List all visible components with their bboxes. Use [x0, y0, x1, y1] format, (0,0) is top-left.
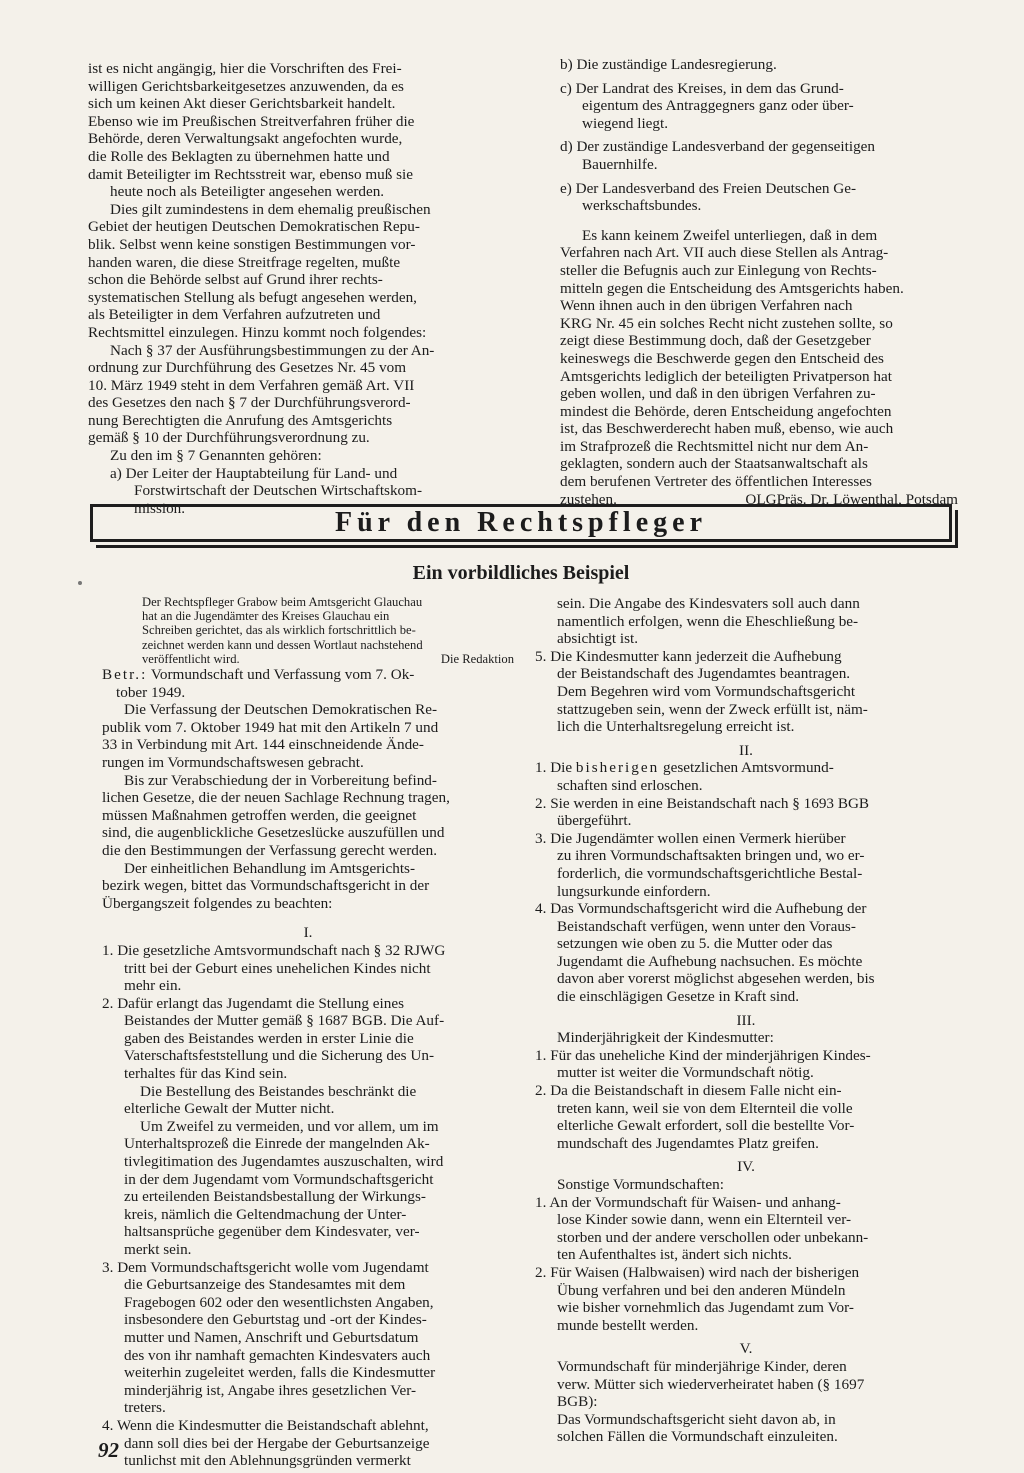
intro-line: hat an die Jugendämter des Kreises Glauchau ein	[142, 609, 390, 624]
list-item-cont: forderlich, die vormundschaftsgerichtliche Bestal-	[557, 864, 863, 882]
list-item-cont: tivlegitimation des Jugendamtes auszuschalten, wird	[124, 1153, 444, 1171]
text-line: gemäß § 10 der Durchführungsverordnung zu.	[88, 429, 370, 447]
text-line: Zu den im § 7 Genannten gehören:	[110, 447, 322, 465]
list-item-cont: gaben des Beistandes werden in erster Linie die	[124, 1029, 414, 1047]
list-item-cont: Beistandschaft verfügen, wenn unter den Voraus-	[557, 917, 856, 935]
text-line: solchen Fällen die Vormundschaft einzuleiten.	[557, 1428, 838, 1446]
list-item-d: d) Der zuständige Landesverband der gegenseitigen	[560, 138, 876, 156]
list-item-cont: Jugendamt die Aufhebung nachsuchen. Es möchte	[557, 952, 863, 970]
text-line: dem berufenen Vertreter des öffentlichen Interesses	[560, 473, 872, 491]
list-item-cont: elterliche Gewalt der Mutter nicht.	[124, 1100, 335, 1118]
intro-line: zeichnet werden kann und dessen Wortlaut nachstehend	[142, 637, 423, 652]
list-item-cont: Übung verfahren und bei den anderen Mündeln	[557, 1281, 846, 1299]
list-item-a-cont: Forstwirtschaft der Deutschen Wirtschaftskom-	[134, 482, 423, 500]
text-line: schon die Behörde selbst auf Grund ihrer rechts-	[88, 271, 383, 289]
text-line: Das Vormundschaftsgericht sieht davon ab, in	[557, 1410, 836, 1428]
subsection-title: verw. Mütter sich wiederverheiratet haben (§ 1697	[557, 1375, 865, 1393]
text-line: handen waren, die diese Streitfrage regelten, mußte	[88, 253, 401, 271]
list-item-prefix: 1. Die	[535, 759, 573, 777]
article-title: Ein vorbildliches Beispiel	[412, 562, 630, 584]
text-line: geben wollen, und daß in den übrigen Verfahren zu-	[560, 385, 876, 403]
margin-dot	[78, 581, 82, 585]
list-item-cont: die einschlägigen Gesetze in Kraft sind.	[557, 988, 800, 1006]
list-item-cont: Beistandes der Mutter gemäß § 1687 BGB. Die Auf-	[124, 1012, 445, 1030]
list-item-cont: merkt sein.	[124, 1241, 192, 1259]
top-right-column	[560, 56, 958, 508]
section-banner: Für den Rechtspfleger	[90, 504, 952, 542]
text-line: tober 1949.	[116, 683, 186, 701]
list-item-cont: Vaterschaftsfeststellung und die Sicherung des Un-	[124, 1047, 435, 1065]
list-item-a-cont: mission.	[134, 499, 186, 517]
list-item-cont: kreis, nämlich die Geltendmachung der Unter-	[124, 1205, 407, 1223]
text-line: mitteln gegen die Entscheidung des Amtsgerichts haben.	[560, 279, 904, 297]
text-line: ist es nicht angängig, hier die Vorschriften des Frei-	[88, 60, 402, 77]
page-number: 92	[98, 1438, 119, 1462]
list-item-cont: Um Zweifel zu vermeiden, und vor allem, um im	[140, 1117, 439, 1135]
section-heading-1: I.	[303, 924, 313, 942]
top-left-column	[88, 60, 512, 517]
text-line: Rechtsmittel einzulegen. Hinzu kommt noch folgendes:	[88, 323, 427, 341]
list-item-cont: setzungen wie oben zu 5. die Mutter oder das	[557, 935, 833, 953]
subsection-title: BGB):	[557, 1393, 598, 1411]
list-item-cont: munde bestellt werden.	[557, 1316, 699, 1334]
list-item-cont: zu ihren Vormundschaftsakten bringen und, wo er-	[557, 847, 865, 865]
text-line: namentlich erfolgen, wenn die Eheschließung be-	[557, 612, 859, 630]
text-line: die Rolle des Beklagten zu übernehmen hatte und	[88, 147, 390, 165]
list-item-cont: mehr ein.	[124, 977, 182, 995]
text-line: die den Bestimmungen der Verfassung gerecht werden.	[102, 841, 438, 859]
text-line: Behörde, deren Verwaltungsakt angefochten wurde,	[88, 130, 403, 148]
list-item-rest: gesetzlichen Amtsvormund-	[659, 759, 834, 777]
list-item-cont: Dem Begehren wird vom Vormundschaftsgericht	[557, 682, 856, 700]
text-line: systematischen Stellung als befugt angesehen werden,	[88, 288, 417, 306]
text-line: müssen Maßnahmen getroffen werden, die geeignet	[102, 806, 417, 824]
list-item: 1. An der Vormundschaft für Waisen- und anhang-	[535, 1193, 841, 1211]
text-line: Ebenso wie im Preußischen Streitverfahren früher die	[88, 112, 415, 130]
list-item: 3. Dem Vormundschaftsgericht wolle vom Jugendamt	[102, 1258, 429, 1276]
list-item: 3. Die Jugendämter wollen einen Vermerk hierüber	[535, 829, 846, 847]
list-item: 2. Für Waisen (Halbwaisen) wird nach der bisherigen	[535, 1263, 860, 1281]
list-item-a: a) Der Leiter der Hauptabteilung für Land- und	[110, 464, 398, 482]
list-item-cont: dann soll dies bei der Hergabe der Geburtsanzeige	[124, 1434, 430, 1452]
text-line: sind, die augenblickliche Gesetzeslücke auszufüllen und	[102, 824, 445, 842]
list-item-cont: elterliche Gewalt erfordert, soll die bestellte Vor-	[557, 1117, 855, 1135]
list-item-cont: in der dem Jugendamt vom Vormundschaftsgericht	[124, 1170, 434, 1188]
betr-text: Vormundschaft und Verfassung vom 7. Ok-	[147, 666, 415, 684]
list-item: 1. Die gesetzliche Amtsvormundschaft nach § 32 RJWG	[102, 941, 446, 959]
list-item-c-cont: wiegend liegt.	[582, 114, 669, 132]
list-item-c-cont: eigentum des Antraggegners ganz oder über-	[582, 97, 854, 115]
list-item-cont: terhaltes für das Kind sein.	[124, 1065, 288, 1083]
list-item-cont: weiterhin zugeleitet werden, falls die Kindesmutter	[124, 1364, 436, 1382]
text-line: publik vom 7. Oktober 1949 hat mit den Artikeln 7 und	[102, 718, 439, 736]
list-item: 1. Für das uneheliche Kind der minderjährigen Kindes-	[535, 1046, 871, 1064]
text-line: blik. Selbst wenn keine sonstigen Bestimmungen vor-	[88, 235, 416, 253]
list-item-cont: des von ihr namhaft gemachten Kindesvaters auch	[124, 1346, 431, 1364]
text-line: sein. Die Angabe des Kindesvaters soll auch dann	[557, 595, 860, 612]
list-item-cont: tritt bei der Geburt eines unehelichen Kindes nicht	[124, 959, 431, 977]
list-item-cont: lungsurkunde einfordern.	[557, 882, 711, 900]
list-item-cont: wie bisher vornehmlich das Jugendamt zum Vor-	[557, 1299, 854, 1317]
text-line: lichen Gesetze, die der neuen Sachlage Rechnung tragen,	[102, 789, 450, 807]
list-item-cont: insbesondere den Geburtstag und -ort der Kindes-	[124, 1311, 427, 1329]
bottom-left-column	[102, 595, 514, 1470]
text-line: Der einheitlichen Behandlung im Amtsgerichts-	[124, 859, 416, 877]
list-item: 2. Dafür erlangt das Jugendamt die Stellung eines	[102, 994, 404, 1012]
list-item: 2. Sie werden in eine Beistandschaft nach § 1693 BGB	[535, 794, 870, 812]
text-line: 10. März 1949 steht in dem Verfahren gemäß Art. VII	[88, 376, 415, 394]
list-item-cont: Fragebogen 602 oder den wesentlichsten Angaben,	[124, 1293, 434, 1311]
text-line: als Beteiligter in dem Verfahren aufzutreten und	[88, 306, 381, 324]
list-item-cont: mutter und Namen, Anschrift und Geburtsdatum	[124, 1328, 419, 1346]
text-line: Verfahren nach Art. VII auch diese Stellen als Antrag-	[560, 244, 889, 262]
text-line: damit Beteiligter im Rechtsstreit war, ebenso muß sie	[88, 165, 414, 183]
subsection-title: Vormundschaft für minderjährige Kinder, deren	[557, 1357, 847, 1375]
list-item-cont: haltsansprüche gegenüber dem Kindesvater, ver-	[124, 1223, 420, 1241]
list-item-cont: stattzugeben sein, wenn der Zweck erfüllt ist, näm-	[557, 700, 868, 718]
text-line: bezirk wegen, bittet das Vormundschaftsgericht in der	[102, 877, 430, 895]
list-item-c: c) Der Landrat des Kreises, in dem das Grund-	[560, 79, 844, 97]
betr-line	[102, 666, 514, 684]
intro-signature-row	[102, 652, 514, 666]
intro-line: Der Rechtspfleger Grabow beim Amtsgericht Glauchau	[142, 595, 423, 609]
list-item-cont: mundschaft des Jugendamtes Platz greifen.	[557, 1134, 819, 1152]
list-item-cont: tunlichst mit den Ablehnungsgründen vermerkt	[124, 1452, 411, 1470]
list-item-cont: lich die Unterhaltsregelung erreicht ist.	[557, 718, 795, 736]
list-item: 4. Wenn die Kindesmutter die Beistandschaft ablehnt,	[102, 1416, 429, 1434]
list-item-cont: der Beistandschaft des Jugendamtes beantragen.	[557, 665, 851, 683]
list-item-cont: Unterhaltsprozeß die Einrede der mangelnden Ak-	[124, 1135, 430, 1153]
list-item: 5. Die Kindesmutter kann jederzeit die Aufhebung	[535, 647, 842, 665]
text-line: im Strafprozeß die Rechtsmittel nicht nur dem An-	[560, 437, 869, 455]
list-item-b: b) Die zuständige Landesregierung.	[560, 56, 777, 73]
list-item-cont: schaften sind erloschen.	[557, 776, 703, 794]
list-item-cont: treten kann, weil sie von dem Elternteil die volle	[557, 1099, 853, 1117]
text-line: ordnung zur Durchführung des Gesetzes Nr. 45 vom	[88, 359, 407, 377]
list-item	[535, 759, 957, 777]
text-line: Wenn ihnen auch in den übrigen Verfahren nach	[560, 297, 853, 315]
text-line: 33 in Verbindung mit Art. 144 einschneidende Ände-	[102, 736, 424, 754]
text-line: zustehen.	[560, 490, 617, 508]
author-signature: OLGPräs. Dr. Löwenthal, Potsdam	[745, 490, 958, 508]
section-heading-2: II.	[739, 741, 753, 759]
list-item: 4. Das Vormundschaftsgericht wird die Aufhebung der	[535, 900, 867, 918]
list-item-cont: treters.	[124, 1399, 166, 1417]
text-line: willigen Gerichtsbarkeitgesetzes anzuwenden, da es	[88, 77, 404, 95]
list-item-cont: minderjährig ist, Angabe ihres gesetzlichen Ver-	[124, 1381, 417, 1399]
list-item-cont: die Geburtsanzeige des Standesamtes mit dem	[124, 1276, 406, 1294]
intro-signature: Die Redaktion	[440, 651, 514, 666]
subsection-title: Minderjährigkeit der Kindesmutter:	[557, 1029, 774, 1047]
bottom-right-column	[535, 595, 957, 1446]
section-heading-5: V.	[739, 1340, 753, 1358]
text-line: zeigt diese Bestimmung doch, daß der Gesetzgeber	[560, 332, 871, 350]
text-line: Bis zur Verabschiedung der in Vorbereitung befind-	[124, 771, 437, 789]
text-line: sich um keinen Akt dieser Gerichtsbarkeit handelt.	[88, 95, 396, 113]
section-heading-3: III.	[736, 1011, 756, 1029]
text-line: Dies gilt zumindestens in dem ehemalig preußischen	[110, 200, 431, 218]
list-item-e-cont: werkschaftsbundes.	[582, 197, 702, 215]
text-line: Die Verfassung der Deutschen Demokratischen Re-	[124, 701, 438, 719]
text-line: heute noch als Beteiligter angesehen werden.	[110, 183, 385, 201]
list-item: 2. Da die Beistandschaft in diesem Falle nicht ein-	[535, 1082, 842, 1100]
list-item-cont: zu erteilenden Beistandsbestallung der Wirkungs-	[124, 1188, 426, 1206]
text-line: Es kann keinem Zweifel unterliegen, daß in dem	[582, 226, 878, 244]
intro-line: Schreiben gerichtet, das als wirklich fortschrittlich be-	[142, 623, 416, 638]
text-line: keineswegs die Beschwerde gegen den Entscheid des	[560, 349, 884, 367]
list-item-cont: ten Aufenthaltes ist, ändert sich nichts.	[557, 1246, 792, 1264]
list-item-cont: mutter ist weiter die Vormundschaft nötig.	[557, 1064, 814, 1082]
list-item-cont: übergeführt.	[557, 812, 632, 830]
section-heading-4: IV.	[737, 1158, 755, 1176]
text-line: geklagten, sondern auch der Staatsanwaltschaft als	[560, 455, 868, 473]
text-line: steller die Befugnis auch zur Einlegung von Rechts-	[560, 261, 877, 279]
text-line: nung Berechtigten die Anrufung des Amtsgerichts	[88, 411, 393, 429]
text-line: Amtsgerichts lediglich der beteiligten Privatperson hat	[560, 367, 892, 385]
text-line: Übergangszeit folgendes zu beachten:	[102, 894, 333, 912]
text-line: Gebiet der heutigen Deutschen Demokratischen Repu-	[88, 218, 420, 236]
list-item-d-cont: Bauernhilfe.	[582, 155, 658, 173]
text-line: des Gesetzes den nach § 7 der Durchführungsverord-	[88, 394, 411, 412]
text-line: mindest die Behörde, deren Entscheidung angefochten	[560, 402, 892, 420]
text-line: rungen im Vormundschaftswesen gebracht.	[102, 753, 364, 771]
text-line: Nach § 37 der Ausführungsbestimmungen zu der An-	[110, 341, 435, 359]
list-item-cont: lose Kinder sowie dann, wenn ein Elternteil ver-	[557, 1211, 852, 1229]
text-line: ist, das Beschwerderecht haben muß, ebenso, wie auch	[560, 420, 894, 438]
betr-label: Betr.:	[102, 666, 148, 684]
subsection-title: Sonstige Vormundschaften:	[557, 1176, 724, 1193]
list-item-cont: davon aber vorerst möglichst abgesehen werden, bis	[557, 970, 875, 988]
spaced-word: bisherigen	[575, 759, 660, 777]
text-line: KRG Nr. 45 ein solches Recht nicht zustehen sollte, so	[560, 314, 893, 332]
list-item-cont: storben und der andere verschollen oder unbekann-	[557, 1228, 869, 1246]
text-line: absichtigt ist.	[557, 630, 638, 648]
list-item-cont: Die Bestellung des Beistandes beschränkt die	[140, 1082, 417, 1100]
list-item-e: e) Der Landesverband des Freien Deutschen Ge-	[560, 179, 857, 197]
intro-line: veröffentlicht wird.	[142, 651, 240, 666]
